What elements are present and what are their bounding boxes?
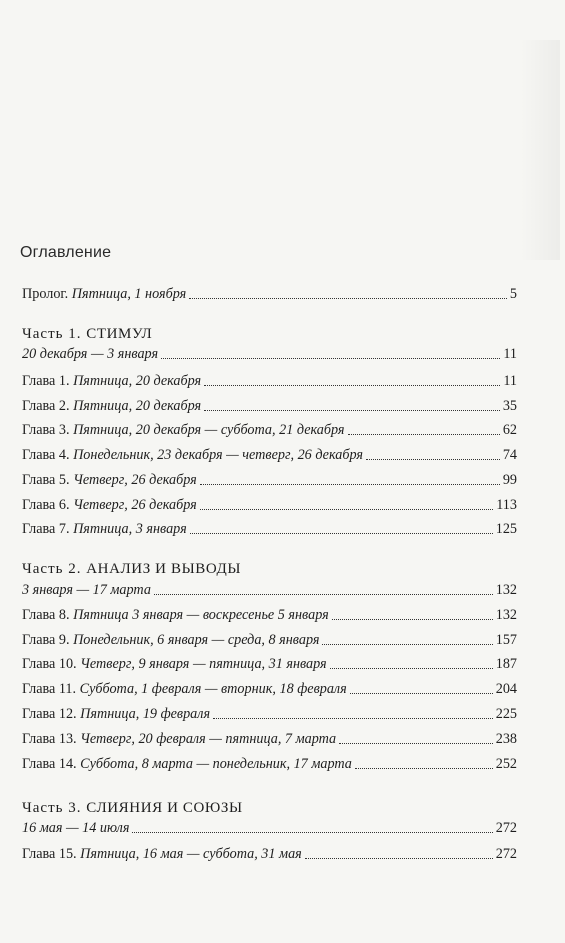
page-number: 272: [495, 820, 517, 836]
toc-entry-chapter-6[interactable]: [22, 497, 517, 514]
dot-leader: [339, 743, 493, 744]
dot-leader: [132, 832, 492, 833]
toc-entry-chapter-7[interactable]: [22, 521, 517, 538]
entry-label: Глава 11. Суббота, 1 февраля — вторник, 18 февраля: [22, 681, 347, 697]
page-number: 272: [495, 846, 517, 862]
toc-entry-chapter-2[interactable]: [22, 398, 517, 415]
entry-label: Глава 7. Пятница, 3 января: [22, 521, 187, 537]
dot-leader: [330, 668, 493, 669]
page-number: 35: [502, 398, 517, 414]
toc-entry-chapter-11[interactable]: [22, 681, 517, 698]
dot-leader: [154, 594, 493, 595]
toc-entry-chapter-13[interactable]: [22, 731, 517, 748]
dot-leader: [190, 533, 493, 534]
entry-label: Глава 3. Пятница, 20 декабря — суббота, 21 декабря: [22, 422, 345, 438]
dot-leader: [348, 434, 500, 435]
entry-label: Глава 9. Понедельник, 6 января — среда, 8 января: [22, 632, 320, 648]
dot-leader: [204, 410, 500, 411]
toc-entry-chapter-10[interactable]: [22, 656, 517, 673]
page-number: 125: [495, 521, 517, 537]
page-number: 62: [502, 422, 517, 438]
toc-entry-chapter-4[interactable]: [22, 447, 517, 464]
page-number: 238: [495, 731, 517, 747]
page-number: 5: [509, 286, 517, 302]
entry-label: Глава 2. Пятница, 20 декабря: [22, 398, 202, 414]
page-number: 132: [495, 607, 517, 623]
dot-leader: [305, 858, 493, 859]
page-number: 204: [495, 681, 517, 697]
entry-label: 20 декабря — 3 января: [22, 346, 159, 362]
dot-leader: [161, 358, 500, 359]
dot-leader: [200, 509, 493, 510]
toc-entry-part-2-range[interactable]: [22, 582, 517, 599]
toc-entry-chapter-14[interactable]: [22, 756, 517, 773]
entry-label: Глава 5. Четверг, 26 декабря: [22, 472, 197, 488]
entry-label: Глава 4. Понедельник, 23 декабря — четверг, 26 декабря: [22, 447, 363, 463]
toc-entry-chapter-8[interactable]: [22, 607, 517, 624]
toc-entry-part-3-range[interactable]: [22, 820, 517, 837]
toc-entry-chapter-3[interactable]: [22, 422, 517, 439]
entry-label: Пролог. Пятница, 1 ноября: [22, 286, 187, 302]
dot-leader: [213, 718, 493, 719]
dot-leader: [350, 693, 493, 694]
page-number: 11: [503, 373, 517, 389]
entry-label: Глава 6. Четверг, 26 декабря: [22, 497, 197, 513]
toc-entry-part-1-range[interactable]: [22, 346, 517, 363]
dot-leader: [204, 385, 500, 386]
entry-label: Глава 15. Пятница, 16 мая — суббота, 31 мая: [22, 846, 302, 862]
part-heading-1: Часть 1. СТИМУЛ: [22, 326, 153, 342]
dot-leader: [322, 644, 492, 645]
dot-leader: [200, 484, 500, 485]
dot-leader: [355, 768, 493, 769]
page-number: 74: [502, 447, 517, 463]
toc-entry-chapter-15[interactable]: [22, 846, 517, 863]
entry-label: 3 января — 17 марта: [22, 582, 151, 598]
page-number: 157: [495, 632, 517, 648]
part-heading-3: Часть 3. СЛИЯНИЯ И СОЮЗЫ: [22, 800, 243, 816]
dot-leader: [189, 298, 507, 299]
toc-entry-chapter-5[interactable]: [22, 472, 517, 489]
page-number: 99: [502, 472, 517, 488]
toc-entry-chapter-9[interactable]: [22, 632, 517, 649]
part-heading-2: Часть 2. АНАЛИЗ И ВЫВОДЫ: [22, 561, 242, 577]
page-number: 132: [495, 582, 517, 598]
dot-leader: [332, 619, 493, 620]
page-number: 252: [495, 756, 517, 772]
toc-entry-chapter-1[interactable]: [22, 373, 517, 390]
entry-label: Глава 8. Пятница 3 января — воскресенье 5 января: [22, 607, 329, 623]
bleed-through-shadow: [520, 40, 560, 260]
entry-label: 16 мая — 14 июля: [22, 820, 130, 836]
entry-label: Глава 10. Четверг, 9 января — пятница, 31 января: [22, 656, 327, 672]
toc-entry-chapter-12[interactable]: [22, 706, 517, 723]
page-number: 225: [495, 706, 517, 722]
dot-leader: [366, 459, 500, 460]
entry-label: Глава 12. Пятница, 19 февраля: [22, 706, 211, 722]
page-number: 11: [503, 346, 517, 362]
page-number: 187: [495, 656, 517, 672]
entry-label: Глава 1. Пятница, 20 декабря: [22, 373, 202, 389]
toc-entry-prologue[interactable]: [22, 286, 517, 303]
entry-label: Глава 13. Четверг, 20 февраля — пятница, 7 марта: [22, 731, 337, 747]
entry-label: Глава 14. Суббота, 8 марта — понедельник, 17 марта: [22, 756, 352, 772]
toc-title: Оглавление: [20, 244, 112, 261]
page-number: 113: [496, 497, 517, 513]
